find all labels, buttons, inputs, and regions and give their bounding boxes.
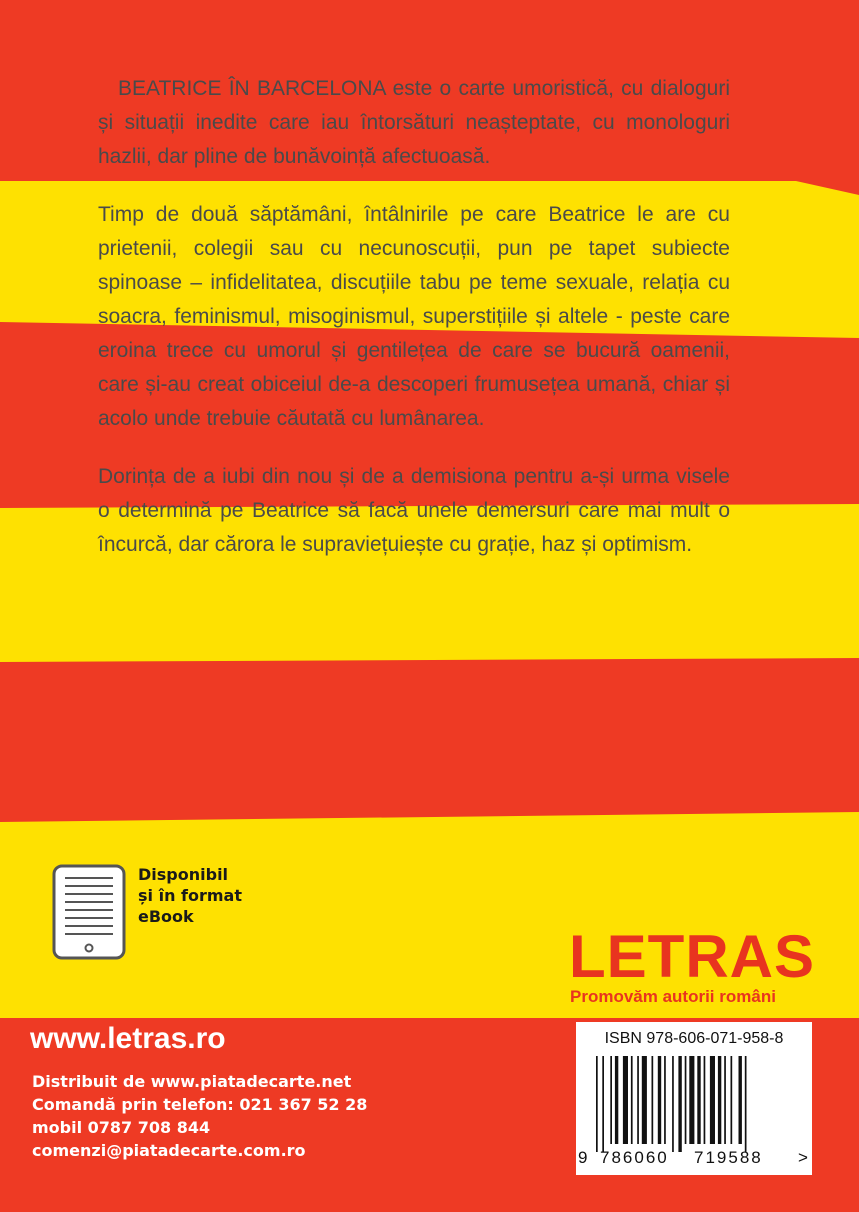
isbn-label: ISBN 978-606-071-958-8 <box>604 1030 784 1047</box>
barcode-bar <box>739 1056 742 1144</box>
barcode-bar <box>704 1056 706 1144</box>
publisher-tagline: Promovăm autorii români <box>570 987 776 1006</box>
isbn-barcode-box <box>576 1022 812 1175</box>
barcode-bar <box>672 1056 674 1152</box>
publisher-website: www.letras.ro <box>30 1022 226 1055</box>
barcode-bar <box>745 1056 747 1152</box>
barcode-bar <box>678 1056 681 1152</box>
blurb-paragraph-3: Dorința de a iubi din nou și de a demisiona pentru a-și urma visele o determină pe Beatrice să facă unele demersuri care mai mult o încurcă, dar cărora le supraviețuiește cu grație, haz și optimism. <box>98 465 730 556</box>
barcode-bar <box>724 1056 726 1144</box>
barcode-bar <box>623 1056 628 1144</box>
barcode-bar <box>685 1056 687 1144</box>
barcode-bar <box>610 1056 612 1144</box>
barcode-bar <box>602 1056 604 1152</box>
blurb-paragraph-1: BEATRICE ÎN BARCELONA este o carte umoristică, cu dialoguri și situații inedite care iau întorsături neașteptate, cu monologuri hazlii, dar pline de bunăvoință afectuoasă. <box>98 77 730 168</box>
barcode-bar <box>689 1056 694 1144</box>
back-cover-blurb <box>98 72 730 586</box>
barcode <box>584 1056 792 1152</box>
ebook-line-2: și în format <box>138 886 242 905</box>
barcode-bar <box>710 1056 715 1144</box>
contact-line-phone: Comandă prin telefon: 021 367 52 28 <box>32 1095 368 1114</box>
ebook-line-3: eBook <box>138 907 194 926</box>
barcode-bar <box>631 1056 633 1144</box>
barcode-bar <box>615 1056 618 1144</box>
barcode-bar <box>652 1056 654 1144</box>
blurb-paragraph-2: Timp de două săptămâni, întâlnirile pe care Beatrice le are cu prietenii, colegii sau cu necunoscuții, pun pe tapet subiecte spinoase – infidelitatea, discuțiile tabu pe teme sexuale, relația cu soacra, feminismul, misoginismul, superstițiile și altele - peste care eroina trece cu umorul și gentilețea de care se bucură oamenii, care și-au creat obiceiul de-a descoperi frumusețea umană, chiar și acolo unde trebuie căutată cu lumânarea. <box>98 203 730 430</box>
contact-line-distributor: Distribuit de www.piatadecarte.net <box>32 1072 352 1091</box>
barcode-bar <box>697 1056 700 1144</box>
contact-line-email: comenzi@piatadecarte.com.ro <box>32 1141 306 1160</box>
contact-line-mobile: mobil 0787 708 844 <box>32 1118 211 1137</box>
barcode-bar <box>637 1056 639 1144</box>
distribution-contact <box>32 1070 367 1162</box>
barcode-bar <box>718 1056 721 1144</box>
barcode-bar <box>658 1056 661 1144</box>
barcode-bar <box>642 1056 647 1144</box>
barcode-digits-right: 719588 <box>694 1148 763 1167</box>
publisher-logo: LETRAS <box>569 923 815 990</box>
ebook-availability-note <box>138 864 242 927</box>
barcode-quiet-zone-mark: > <box>798 1148 808 1167</box>
barcode-digit-lead: 9 <box>578 1148 588 1167</box>
ebook-reader-icon <box>52 864 126 960</box>
ebook-line-1: Disponibil <box>138 865 229 884</box>
barcode-digits-left: 786060 <box>600 1148 669 1167</box>
barcode-bar <box>664 1056 666 1144</box>
barcode-bar <box>596 1056 598 1152</box>
barcode-bar <box>731 1056 733 1144</box>
